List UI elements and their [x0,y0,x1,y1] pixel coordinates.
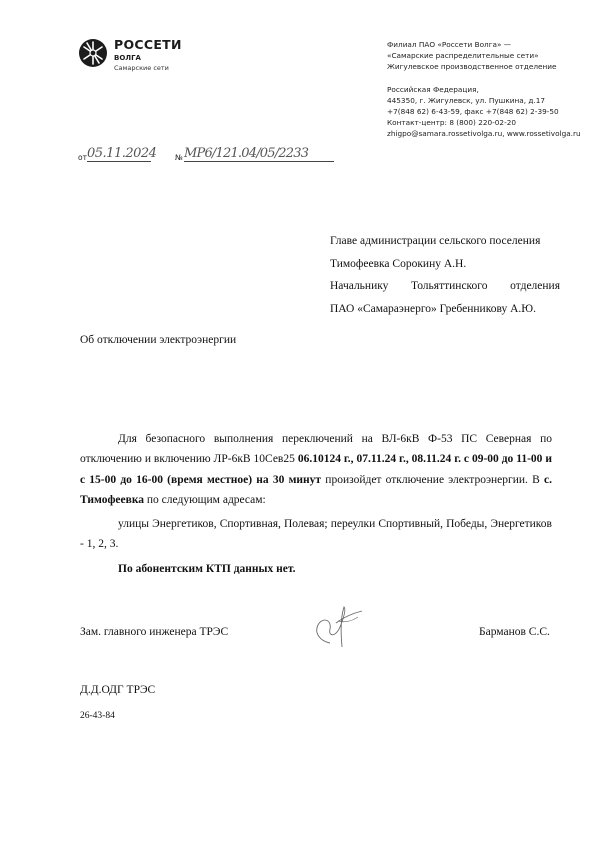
settlement-name: с. Тимофеевка [80,473,552,506]
branch-address-line: 445350, г. Жигулевск, ул. Пушкина, д.17 [387,96,546,105]
branch-phone-line: +7(848 62) 6-43-59, факс +7(848 62) 2-39-50 [387,107,559,116]
addressee-block [330,230,560,320]
branch-email-web: zhigpo@samara.rossetivolga.ru, www.rossetivolga.ru [387,129,581,138]
branch-contact-center: Контакт-центр: 8 (800) 220-02-20 [387,118,516,127]
signatory-name: Барманов С.С. [479,626,550,638]
signatory-title: Зам. главного инженера ТРЭС [80,626,229,638]
address-list: улицы Энергетиков, Спортивная, Полевая; переулки Спортивный, Победы, Энергетиков - 1, 2, 3. [80,518,552,551]
executor-name: Д.Д.ОДГ ТРЭС [80,684,156,696]
ktp-note [80,559,552,579]
body-text-run: Для безопасного выполнения переключений на ВЛ-6кВ Ф-53 ПС Северная по отключению и включению ЛР-6кВ 10Сев25 [80,433,552,466]
executor-phone: 26-43-84 [80,711,115,721]
branch-address-line: Российская Федерация, [387,85,479,94]
addressee-line: Главе администрации сельского поселения [330,235,541,247]
number-label: № [175,153,183,162]
outgoing-date: 05.11.2024 [87,146,157,161]
date-label: от [78,153,87,162]
body-text-run: по следующим адресам: [144,493,266,506]
outgoing-reference [78,146,338,166]
branch-org-line: Филиал ПАО «Россети Волга» — [387,40,512,49]
letter-body [80,429,552,579]
handwritten-signature [300,603,370,649]
outgoing-number: МР6/121.04/05/2233 [184,146,334,162]
logo-branch: Самарские сети [114,64,169,72]
outage-schedule: 06.10124 г., 07.11.24 г., 08.11.24 г. с 09-00 до 11-00 и с 15-00 до 16-00 (время местное) на 30 минут [80,453,552,486]
addressee-line: Начальнику Тольяттинского отделения [330,280,560,292]
branch-org-line: «Самарские распределительные сети» [387,51,539,60]
body-paragraph [80,429,552,510]
branch-org-line: Жигулевское производственное отделение [387,62,557,71]
ktp-note-text: По абонентским КТП данных нет. [118,562,296,575]
letter-subject: Об отключении электроэнергии [80,334,237,346]
company-logo [78,36,218,82]
branch-details [387,39,587,139]
rosseti-logo-icon [78,38,108,68]
addressee-line: ПАО «Самараэнерго» Гребенникову А.Ю. [330,302,536,315]
logo-subtitle: ВОЛГА [114,54,141,62]
logo-name: РОССЕТИ [114,37,182,52]
body-text-run: произойдет отключение электроэнергии. В [321,473,545,486]
addressee-line: Тимофеевка Сорокину А.Н. [330,257,467,270]
